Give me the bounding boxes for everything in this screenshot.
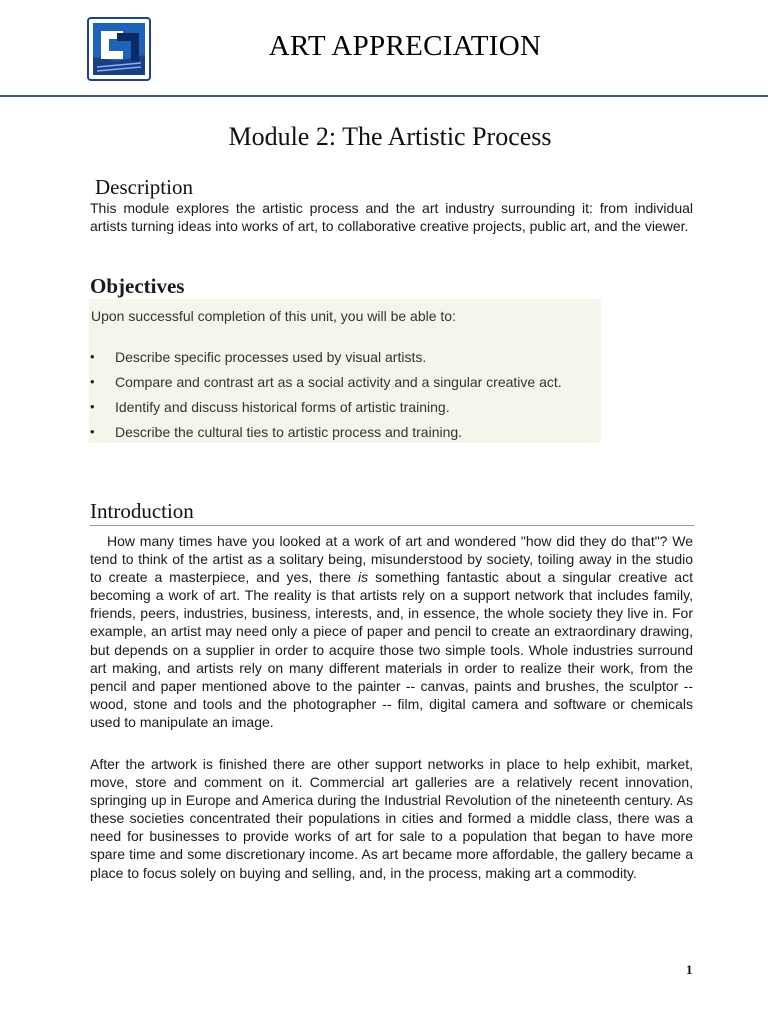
page-header (0, 0, 768, 96)
description-text: This module explores the artistic process and the art industry surrounding it: from individual artists turning ideas into works of art, to collaborative creative projects, public art, and the viewer. (90, 200, 693, 234)
objective-text: Describe specific processes used by visual artists. (115, 349, 427, 365)
bullet-icon: • (90, 349, 95, 364)
list-item (90, 348, 610, 373)
paragraph-text: something fantastic about a singular creative act becoming a work of art. The reality is that artists rely on a support network that includes family, friends, peers, industries, business, interests, and, in essence, the whole society they live in. For example, an artist may need only a piece of paper and pencil to create an extraordinary drawing, but depends on a supplier in order to acquire those two simple tools. Whole industries surround art making, and artists rely on many different materials in order to realize their work, from the pencil and paper mentioned above to the painter -- canvas, paints and brushes, the sculptor -- wood, stone and tools and the photographer -- film, digital camera and software or chemicals used to manipulate an image. (90, 569, 693, 730)
module-title: Module 2: The Artistic Process (228, 122, 552, 151)
objectives-list (90, 348, 610, 448)
introduction-heading: Introduction (90, 499, 194, 523)
introduction-paragraph-1 (90, 532, 693, 731)
header-divider (0, 95, 768, 97)
objectives-intro: Upon successful completion of this unit, you will be able to: (91, 308, 456, 324)
introduction-paragraph-2: After the artwork is finished there are other support networks in place to help exhibit, market, move, store and comment on it. Commercial art galleries are a relatively recent innovation, springing up in Europe and America during the Industrial Revolution of the nineteenth century. As these societies concentrated their populations in cities and formed a middle class, there was a need for businesses to provide works of art for sale to a population that began to have more spare time and some discretionary income. As art became more affordable, the gallery became a place to focus solely on buying and selling, and, in the process, making art a commodity. (90, 756, 693, 881)
objective-text: Compare and contrast art as a social activity and a singular creative act. (115, 374, 562, 390)
paragraph-text: How many times have you looked at a work of art and wondered "how did they do that"? We tend to think of the artist as a solitary being, misunderstood by society, toiling away in the studio to create a masterpiece, and yes, there (90, 533, 693, 586)
document-header-title: ART APPRECIATION (268, 30, 542, 62)
objectives-heading: Objectives (90, 274, 185, 298)
bullet-icon: • (90, 424, 95, 439)
list-item (90, 423, 610, 448)
objective-text: Describe the cultural ties to artistic process and training. (115, 424, 463, 440)
page-number: 1 (686, 962, 693, 977)
introduction-divider (90, 525, 694, 526)
bullet-icon: • (90, 399, 95, 414)
list-item (90, 373, 610, 398)
list-item (90, 398, 610, 423)
emphasis-text: is (358, 569, 369, 586)
bullet-icon: • (90, 374, 95, 389)
description-heading: Description (95, 175, 193, 199)
institution-logo-icon (87, 17, 151, 81)
objective-text: Identify and discuss historical forms of artistic training. (115, 399, 450, 415)
